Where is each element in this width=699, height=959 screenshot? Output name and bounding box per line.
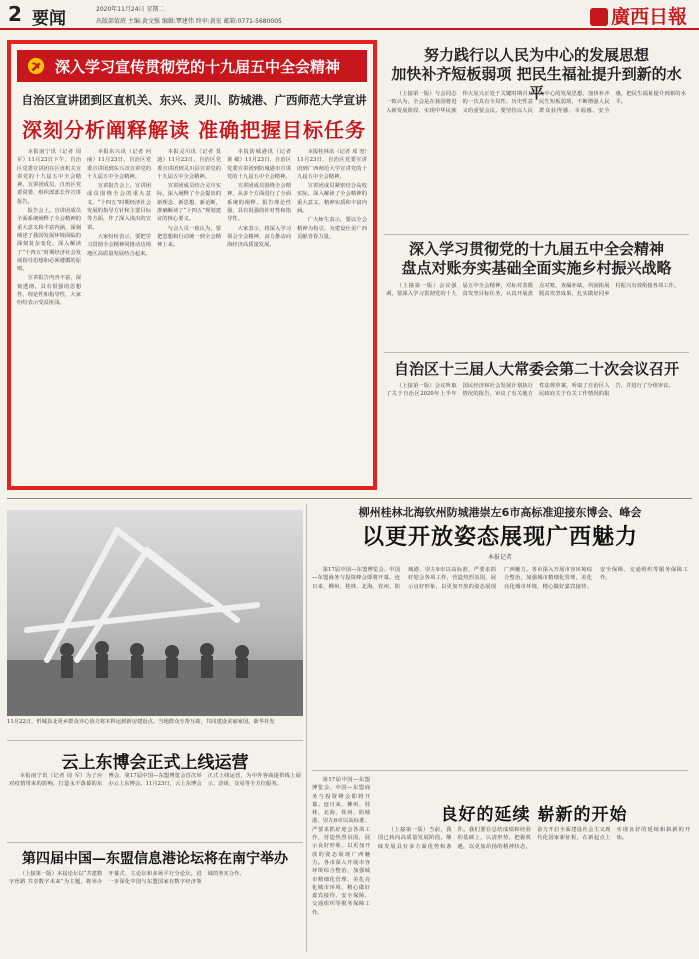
divider [7,740,303,741]
article-paragraph: 本报灵川讯（记者 莫 迪）11月23日，自治区党委宣讲团到灵川县宣讲党的十九届五中全会精神。 [157,149,221,180]
headline-line: 深入学习贯彻党的十九届五中全会精神 [408,240,664,258]
house-building-illustration [7,510,303,716]
feature-banner [17,50,367,82]
article-headline: 以更开放姿态展现广西魅力 [361,524,638,550]
article-headline: 自治区十三届人大常委会第二十次会议召开 [393,360,679,378]
article-body [386,90,686,230]
editor-line: 出版部值班 主编:黄文强 编辑:覃建伟 终审:黄宏 邮箱:0771-5680005 [96,18,282,25]
party-emblem-icon [27,57,45,75]
page-number: 2 [8,2,22,26]
feature-box [7,40,377,490]
article-paragraph: 宣讲报告内容丰富、深刻透彻，具有很强的思想性、理论性和指导性，大家纷纷表示受益匪浅。 [17,275,81,307]
masthead-text: 廣西日報 [610,6,687,28]
divider [306,504,307,952]
divider [7,842,303,843]
article-kicker: 柳州桂林北海钦州防城港崇左6市高标准迎接东博会、峰会 [358,506,642,519]
article-paragraph: 宣讲团成员紧密结合高校实际，深入解读了全会精神的重大意义、精神实质和丰富内涵。 [297,183,367,215]
article-paragraph: 本报南宁讯（记者 周 军）为了应对疫情带来的影响，打造永不落幕的东博会，第17届中国—东盟博览会首次举办云上东博会。11月23日，云上东博会正式上线运营，为中外客商提供线上展示、洽谈、交易等全方位服务。 [9,773,301,788]
masthead [590,2,687,29]
article-body [312,566,688,764]
divider [7,498,692,499]
article-paragraph: 第17届中国—东盟博览会、中国—东盟商务与投资峰会即将开幕。连日来，柳州、桂林、北海、钦州、防城港、崇左6市以高标准、严要求抓好迎会各项工作，营造热烈氛围，展示良好形象，以更加开放的姿态展现广西魅力。各市深入开展市容环境综合整治，加强城市精细化管理，美化亮化城市环境，精心做好嘉宾接待、安全保障、交通组织等服务保障工作。 [312,567,688,590]
article-body [386,282,686,350]
article-paragraph: （上接第一版）会议听取了关于自治区2020年上半年国民经济和社会发展计划执行情况的报告，审议了有关地方性法规草案，听取了自治区人民政府关于有关工作情况的报告，并进行了分组审议。 [386,383,674,398]
feature-headline: 深刻分析阐释解读 准确把握目标任务 [22,118,366,142]
article-paragraph: （上接第一版）本届论坛以“共建数字丝路 共享数字未来”为主题，将举办开幕式、主论坛和多场平行分论坛，进一步深化中国与东盟国家在数字经济领域的务实合作。 [9,871,245,886]
article-headline [384,240,689,278]
feature-column-4 [227,148,291,484]
article-body [386,382,686,490]
article-paragraph: （上接第一版）当前，我国已转向高质量发展阶段，继续发展具有多方面优势和条件。我们要在总结成绩和经验的基础上，认清形势，把握机遇，以更加昂扬的精神状态，奋力开启全面建设社会主义现代化国家新征程，在新起点上实现良好的延续和崭新的开始。 [378,827,690,850]
news-photo [7,510,303,716]
section-title: 要闻 [32,9,66,29]
feature-column-2 [87,148,151,484]
divider [384,352,689,353]
banner-title: 深入学习宣传贯彻党的十九届五中全会精神 [55,58,341,76]
divider [312,770,688,771]
article-paragraph: （上接第一版）会议强调，要深入学习贯彻党的十九届五中全会精神，对标对表脱贫攻坚目标任务，认真开展盘点对账，查漏补缺，巩固拓展脱贫攻坚成果，扎实做好同乡村振兴有效衔接各项工作。 [386,283,680,298]
article-paragraph: 报告会上，宣讲团成员全面系统阐释了全会精神的重大意义和丰富内涵，深刻阐述了我国发展环境面临的深刻复杂变化，深入解读了“十四五”时期经济社会发展指导思想和必须遵循的原则。 [17,208,81,273]
article-paragraph: 第17届中国—东盟博览会、中国—东盟商务与投资峰会即将开幕。连日来，柳州、桂林、北海、钦州、防城港、崇左6市以高标准、严要求抓好迎会各项工作，营造热烈氛围，展示良好形象，以更加开放的姿态展现广西魅力。各市深入开展市容环境综合整治，加强城市精细化管理，美化亮化城市环境，精心做好嘉宾接待、安全保障、交通组织等服务保障工作。 [312,777,370,916]
photo-caption: 11月22日，忻城县北更乡群众齐心协力将木料运到新房建设点。当地群众互帮互助，共同建设美丽家园。新华社发 [7,719,275,725]
feature-column-5 [297,148,367,484]
article-headline: 云上东博会正式上线运营 [61,753,249,773]
article-body [312,776,370,952]
article-paragraph: 大家表示，将深入学习领会全会精神，奋力推动向海经济高质量发展。 [227,225,291,249]
issue-date: 2020年11月24日 星期二 [96,6,165,13]
headline-line: 努力践行以人民为中心的发展思想 [423,46,649,64]
feature-column-3 [157,148,221,484]
article-paragraph: 广大师生表示，要以全会精神为指引，为建设壮美广西贡献青春力量。 [297,217,367,240]
article-body [9,772,301,840]
headline-line: 盘点对账夯实基础全面实施乡村振兴战略 [401,259,672,277]
feature-column-1 [17,148,81,484]
article-paragraph: 本报东兴讯（记者 何 丽）11月23日，自治区党委宣讲团到东兴市宣讲党的十九届五中全会精神。 [87,149,151,180]
article-paragraph: 与会人员一致认为，要把思想和行动统一到全会精神上来。 [157,225,221,249]
article-paragraph: （上接第一版）与会同志一致认为，全会是在我国将进入新发展阶段、实现中华民族伟大复兴正处于关键时期召开的一次具有全局性、历史性意义的重要会议。要坚持以人民为中心的发展思想，加快补齐民生短板弱项，不断增强人民群众获得感、幸福感、安全感，把民生福祉提升到新的水平。 [386,91,686,114]
article-headline: 良好的延续 崭新的开始 [440,805,628,825]
article-paragraph: 宣讲报告会上，宣讲团成员围绕全会的重大意义、“十四五”时期经济社会发展的指导方针和主要目标等方面，作了深入浅出的宣讲。 [87,183,151,231]
feature-kicker: 自治区宣讲团到区直机关、东兴、灵川、防城港、广西师范大学宣讲 [21,93,367,107]
article-headline: 第四届中国—东盟信息港论坛将在南宁举办 [22,851,288,867]
divider [384,234,689,235]
article-paragraph: 本报桂林讯（记者 邓 尧）11月23日，自治区党委宣讲团到广西师范大学宣讲党的十九届五中全会精神。 [297,149,367,180]
page-header [0,0,699,30]
headline-line: 加快补齐短板弱项 把民生福祉提升到新的水平 [391,65,682,102]
article-byline: 本报记者 [487,554,512,561]
article-body [378,826,690,952]
newspaper-logo-icon [590,8,608,26]
article-paragraph: 宣讲团成员结合灵川实际，深入阐释了全会提出的新理念、新思想、新论断，准确解读了“十四五”规划建议的核心要义。 [157,183,221,223]
article-paragraph: 大家纷纷表示，要把学习贯彻全会精神同推动边境地区高质量发展结合起来。 [87,233,151,257]
article-paragraph: 本报南宁讯（记者 周 军）11月23日下午，自治区党委宣讲团在区直机关宣讲党的十九届五中全会精神。宣讲团成员、自治区党委常委、组织部部长作宣讲报告。 [17,149,81,205]
article-paragraph: 本报防城港讯（记者 黄 敏）11月23日，自治区党委宣讲团到防城港市宣讲党的十九届五中全会精神。 [227,149,291,180]
article-body [9,870,301,952]
article-paragraph: 宣讲团成员围绕全会精神，从多个方面进行了全面系统的阐释，报告理论性强，具有很强的针对性和指导性。 [227,183,291,223]
